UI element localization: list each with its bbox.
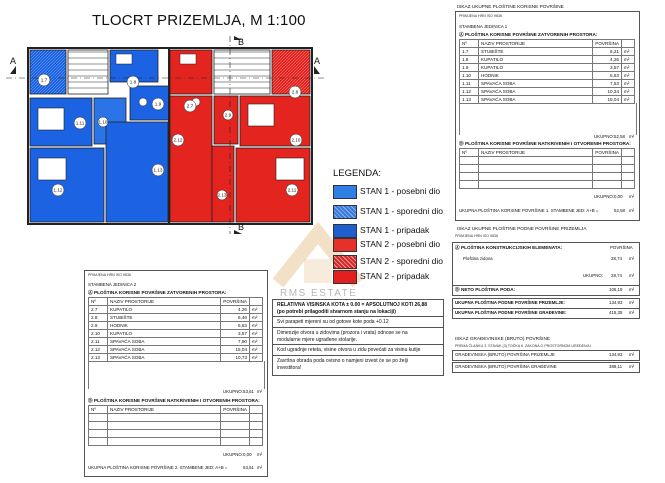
floor-total-box: UKUPNA PLOŠTINA PODNE POVRŠINE PRIZEMLJE: 134,93 m²	[452, 298, 640, 309]
room-label: 2.9	[224, 112, 232, 118]
unit1-area-panel: PRIMJENA HRN ISO 9836 STAMBENA JEDINICA 1 Ⓐ PLOŠTINA KORISNE POVRŠINE ZATVORENIH PROSTORA: Nº NAZIV PROSTORIJE POVRŠINA 1.7 STUBIŠTE 6,21 m² 1.8 KUPATILO 4,26 m² 1.9 KUPATILO 3,57 m² 1.10 HODNIK 5,63 m² 1.11 SPAVAĆA SOBA 7,53 m² 1.12 SPAVAĆA SOBA 10,34 m² 1.13 SPAVAĆA SOBA 15,04 m² UKUPNO: 52,58 m² Ⓑ PLOŠTINA KORISNE POVRŠINE NATKRIVENIH I OTVORENIH PROSTORA: Nº NAZIV PROSTORIJE POVRŠINA UKUPNO: 0,00 m² UKUPNA PLOŠTINA KORISNE POVRŠINE 1. STAMBENE JED: A+B = 52,58 m²	[455, 11, 640, 221]
legend-swatch	[333, 185, 357, 199]
legend-label: STAN 2 - posebni dio	[360, 239, 441, 249]
gross-building-value: 388,11	[609, 364, 623, 369]
table-row: 1.12 SPAVAĆA SOBA 10,34 m²	[460, 88, 635, 96]
table-row: 2.11 SPAVAĆA SOBA 7,90 m²	[89, 338, 263, 346]
gross-panel-title: ISKAZ GRAĐEVINSKE (BRUTO) POVRŠINE	[455, 336, 550, 341]
b-ukupno-value: 0,00	[243, 452, 252, 457]
room-label: 2.13	[217, 192, 227, 198]
note-line: Svi parapeti mjereni su od gotove kote poda +0.12	[277, 319, 389, 325]
table-row: 1.11 SPAVAĆA SOBA 7,53 m²	[460, 80, 635, 88]
gross-ground-box: GRAĐEVINSKA (BRUTO) POVRŠINA PRIZEMLJE 134,93 m²	[452, 350, 640, 361]
gross-building-box: GRAĐEVINSKA (BRUTO) POVRŠINA GRAĐEVINE 388,11 m²	[452, 362, 640, 373]
room-label: 1.11	[75, 120, 85, 126]
construction-elements-box: Ⓐ PLOŠTINA KONSTRUKCIJSKIH ELEMENATA: POVRŠINA Ploština zidova 28,74 m² UKUPNO: 28,74 m²	[452, 242, 640, 286]
note-line: RELATIVNA VISINSKA KOTA ± 0.00 = APSOLUTNOJ KOTI 26,88	[277, 302, 428, 308]
gross-ground-value: 134,93	[609, 352, 623, 357]
room-label: 2.10	[291, 137, 301, 143]
legend-swatch	[333, 255, 357, 269]
room-label: 2.8	[291, 89, 299, 95]
walls-label: Ploština zidova	[463, 256, 493, 261]
legend-label: STAN 1 - sporedni dio	[360, 206, 443, 216]
note-line: investitora!	[277, 365, 302, 371]
table-row: 2.8 STUBIŠTE 6,46 m²	[89, 314, 263, 322]
section-a-title: Ⓐ PLOŠTINA KORISNE POVRŠINE ZATVORENIH PROSTORA:	[459, 32, 598, 37]
room-label: 1.12	[53, 187, 63, 193]
table-row: 1.7 STUBIŠTE 6,21 m²	[460, 48, 635, 56]
table-row: 2.13 SPAVAĆA SOBA 10,73 m²	[89, 354, 263, 362]
room-2-9	[214, 96, 238, 144]
table-row: 1.8 KUPATILO 4,26 m²	[460, 56, 635, 64]
section-mark-b-bottom: B	[238, 222, 245, 232]
room-label: 2.7	[186, 103, 194, 109]
table-row: 2.12 SPAVAĆA SOBA 15,04 m²	[89, 346, 263, 354]
room-label: 2.12	[173, 137, 183, 143]
note-line: Kod ugradnje reteta, visine otvora u zidu povećati za visinu kutije	[277, 347, 421, 353]
floor-plan	[0, 30, 330, 240]
table-row: 1.9 KUPATILO 3,57 m²	[460, 64, 635, 72]
page-title: TLOCRT PRIZEMLJA, M 1:100	[92, 12, 306, 29]
table-row: 2.7 KUPATILO 4,26 m²	[89, 306, 263, 314]
room-label: 1.7	[40, 77, 48, 83]
note-line: modularne mjere ugrađene stolarije.	[277, 337, 358, 343]
legend-swatch	[333, 270, 357, 284]
legend-label: STAN 1 - pripadak	[360, 225, 430, 235]
unit1-total-value: 52,58	[614, 208, 625, 213]
legend-title: LEGENDA:	[333, 168, 382, 179]
table-header-row: Nº NAZIV PROSTORIJE POVRŠINA	[89, 298, 263, 306]
legend-item	[333, 185, 473, 199]
notes-box	[272, 299, 444, 376]
rooms-table	[459, 39, 635, 104]
walls-total-value: 28,74	[611, 273, 622, 278]
ukupno-label: UKUPNO:	[594, 134, 615, 139]
section-mark-b-top: B	[238, 37, 245, 47]
room-label: 1.9	[154, 101, 162, 107]
legend-label: STAN 2 - pripadak	[360, 271, 430, 281]
room-label: 2.11	[287, 187, 297, 193]
legend-swatch	[333, 224, 357, 238]
table-header-row: Nº NAZIV PROSTORIJE POVRŠINA	[460, 40, 635, 48]
building-total-box: UKUPNA PLOŠTINA PODNE POVRŠINE GRAĐEVINE: 415,35 m²	[452, 308, 640, 319]
legend-swatch	[333, 205, 357, 219]
room-1-7	[30, 50, 66, 94]
unit2-area-panel: PRIMJENA HRN ISO 9836 STAMBENA JEDINICA 2 Ⓐ PLOŠTINA KORISNE POVRŠINE ZATVORENIH PROSTORA: Nº NAZIV PROSTORIJE POVRŠINA 2.7 KUPATILO 4,26 m² 2.8 STUBIŠTE 6,46 m² 2.9 HODNIK 5,63 m² 2.10 KUPATILO 3,57 m² 2.11 SPAVAĆA SOBA 7,90 m² 2.12 SPAVAĆA SOBA 15,04 m² 2.13 SPAVAĆA SOBA 10,73 m² UKUPNO: 53,61 m² Ⓑ PLOŠTINA KORISNE POVRŠINE NATKRIVENIH I OTVORENIH PROSTORA: Nº NAZIV PROSTORIJE POVRŠINA UKUPNO: 0,00 m² UKUPNA PLOŠTINA KORISNE POVRŠINE 2. STAMBENE JED: A+B = 53,61 m²	[84, 270, 268, 477]
rooms-table	[88, 297, 263, 362]
net-floor-value: 106,19	[609, 287, 623, 292]
b-ukupno-value: 0,00	[614, 194, 623, 199]
room-label: 1.8	[129, 79, 137, 85]
walls-value: 28,74	[611, 256, 622, 261]
section-mark-a-left: A	[10, 56, 17, 66]
table-row: 2.10 KUPATILO 3,57 m²	[89, 330, 263, 338]
legend-label: STAN 1 - posebni dio	[360, 186, 441, 196]
table-row: 2.9 HODNIK 5,63 m²	[89, 322, 263, 330]
floor-total-value: 134,93	[609, 300, 623, 305]
unit2-total-value: 53,61	[243, 465, 254, 470]
unit-title: STAMBENA JEDINICA 1	[459, 24, 508, 29]
legend-swatch	[333, 238, 357, 252]
room-label: 1.10	[98, 119, 108, 125]
top-panel-title: ISKAZ UKUPNE PLOŠTINE KORISNE POVRŠINE	[457, 4, 564, 9]
section-b-title: Ⓑ PLOŠTINA KORISNE POVRŠINE NATKRIVENIH I OTVORENIH PROSTORA:	[459, 141, 631, 146]
unit2-total-label: UKUPNA PLOŠTINA KORISNE POVRŠINE 2. STAMBENE JED: A+B =	[88, 465, 228, 470]
ukupno-value: 52,58	[614, 134, 625, 139]
legend-item	[333, 205, 473, 219]
standard-note: PRIMJENA HRN ISO 9836	[459, 14, 502, 18]
table-row: 1.10 HODNIK 5,63 m²	[460, 72, 635, 80]
net-floor-box: Ⓑ NETO PLOŠTINA PODA: 106,19 m²	[452, 285, 640, 296]
mid-panel-title: ISKAZ UKUPNE PLOŠTINE PODNE POVRŠINE PRIZEMLJA	[457, 226, 587, 231]
note-line: Završna obrada poda ovisno o namjeni izvest će se po želji	[277, 358, 408, 364]
section-mark-a-right: A	[314, 56, 321, 66]
ukupno-value: 53,61	[243, 389, 254, 394]
room-label: 1.13	[153, 167, 163, 173]
open-space-table: Nº NAZIV PROSTORIJE POVRŠINA	[459, 148, 635, 189]
unit1-total-label: UKUPNA PLOŠTINA KORISNE POVRŠINE 1. STAMBENE JED: A+B =	[459, 208, 599, 213]
note-line: Dimenzije otvora u zidovima (prozora i vrata) odnose se na	[277, 330, 408, 336]
unit-title: STAMBENA JEDINICA 2	[88, 282, 137, 287]
table-row: 1.13 SPAVAĆA SOBA 15,04 m²	[460, 96, 635, 104]
legend-item	[333, 224, 473, 238]
watermark-text: RMS ESTATE	[280, 288, 358, 299]
open-space-table: Nº NAZIV PROSTORIJE POVRŠINA	[88, 405, 263, 446]
room-2-13	[212, 146, 234, 222]
building-total-value: 415,35	[609, 310, 623, 315]
legend-label: STAN 2 - sporedni dio	[360, 256, 443, 266]
note-line: (po potrebi prilagoditi stvarnom stanju na lokaciji)	[277, 309, 396, 315]
room-2-12	[170, 96, 212, 222]
